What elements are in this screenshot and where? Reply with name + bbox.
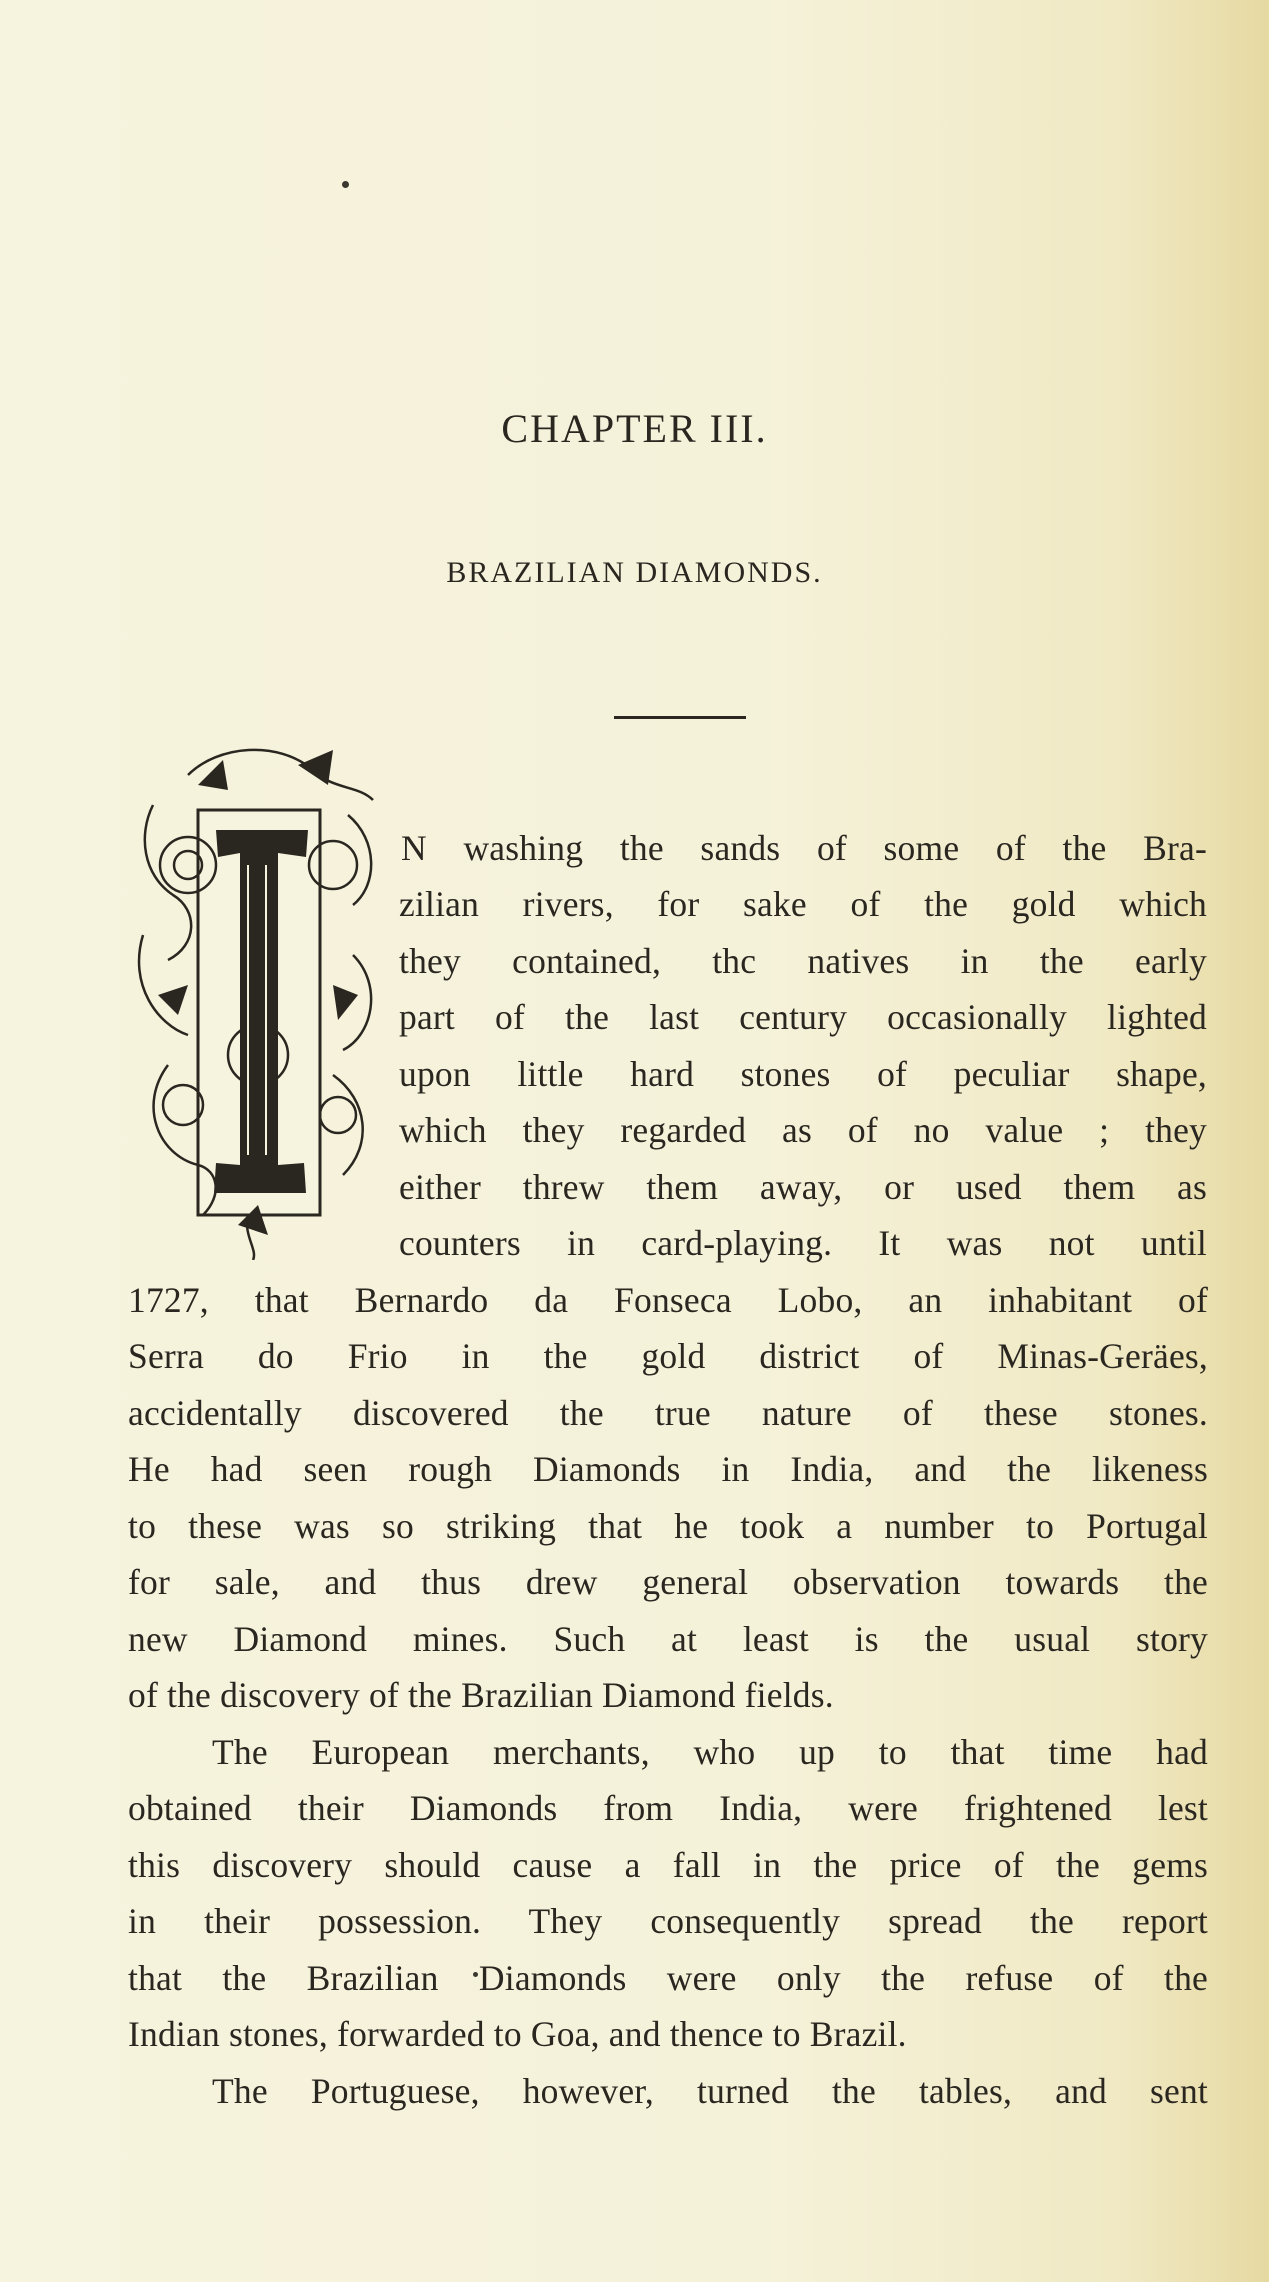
- text-line: 1727, that Bernardo da Fonseca Lobo, an inhabitant of: [128, 1280, 1208, 1320]
- text-line: counters in card-playing. It was not until: [399, 1223, 1207, 1263]
- text-line: either threw them away, or used them as: [399, 1167, 1207, 1207]
- text-line: for sale, and thus drew general observation towards the: [128, 1562, 1208, 1602]
- ink-speck: [342, 181, 349, 188]
- text-line: The European merchants, who up to that time had: [212, 1732, 1208, 1772]
- text-line: new Diamond mines. Such at least is the usual story: [128, 1619, 1208, 1659]
- text-line: upon little hard stones of peculiar shape,: [399, 1054, 1207, 1094]
- text-line: that the Brazilian Diamonds were only the refuse of the: [128, 1958, 1208, 1998]
- text-line: accidentally discovered the true nature of these stones.: [128, 1393, 1208, 1433]
- text-line: of the discovery of the Brazilian Diamond fields.: [128, 1675, 834, 1715]
- text-line: He had seen rough Diamonds in India, and the likeness: [128, 1449, 1208, 1489]
- text-line: to these was so striking that he took a number to Portugal: [128, 1506, 1208, 1546]
- title-divider: [614, 716, 746, 719]
- text-line: Serra do Frio in the gold district of Minas-Geräes,: [128, 1336, 1208, 1376]
- text-line: zilian rivers, for sake of the gold which: [399, 884, 1207, 924]
- text-line: The Portuguese, however, turned the tables, and sent: [212, 2071, 1208, 2111]
- text-line: this discovery should cause a fall in the price of the gems: [128, 1845, 1208, 1885]
- section-title: BRAZILIAN DIAMONDS.: [446, 556, 823, 589]
- text-line: Indian stones, forwarded to Goa, and thence to Brazil.: [128, 2014, 907, 2054]
- chapter-heading: CHAPTER III.: [501, 406, 768, 451]
- text-line: they contained, thc natives in the early: [399, 941, 1207, 981]
- text-line: which they regarded as of no value ; they: [399, 1110, 1207, 1150]
- ornate-initial-i-icon: [128, 745, 388, 1260]
- text-line: N washing the sands of some of the Bra-: [401, 828, 1207, 868]
- text-line: obtained their Diamonds from India, were frightened lest: [128, 1788, 1208, 1828]
- text-line: part of the last century occasionally lighted: [399, 997, 1207, 1037]
- text-line: in their possession. They consequently spread the report: [128, 1901, 1208, 1941]
